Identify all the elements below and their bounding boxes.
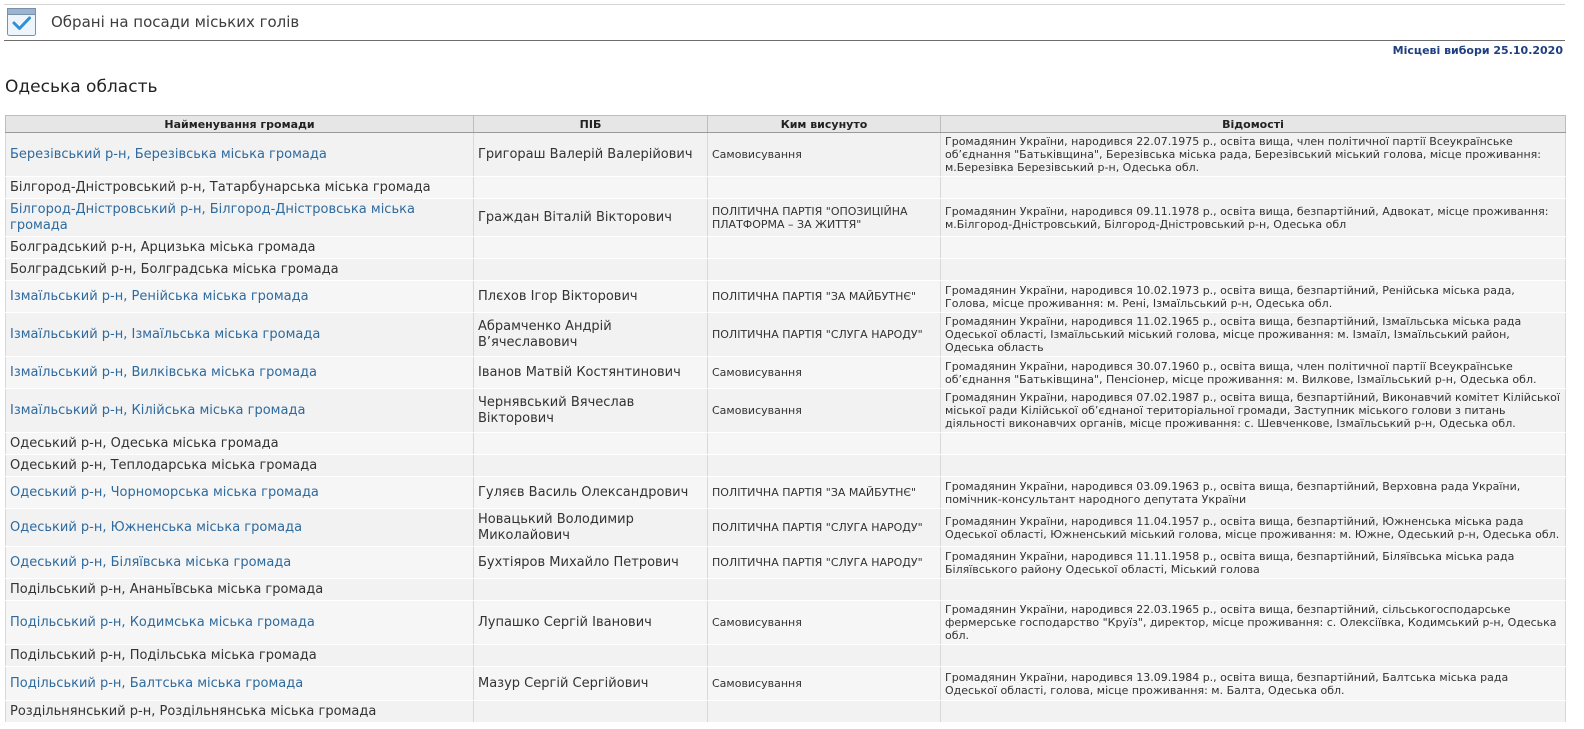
table-row bbox=[6, 389, 1566, 433]
candidate-name bbox=[474, 701, 708, 723]
candidate-details: Громадянин України, народився 13.09.1984 р., освіта вища, безпартійний, Балтська міська рада Одеської області, голова, місце проживання: м. Балта, Одеська обл. bbox=[941, 667, 1566, 701]
table-row bbox=[6, 313, 1566, 357]
nominated-by: ПОЛІТИЧНА ПАРТІЯ "ЗА МАЙБУТНЄ" bbox=[708, 281, 941, 313]
community-label: Одеський р-н, Одеська міська громада bbox=[10, 435, 279, 451]
table-row bbox=[6, 177, 1566, 199]
community-cell bbox=[6, 645, 474, 667]
table-row bbox=[6, 433, 1566, 455]
community-cell[interactable] bbox=[6, 601, 474, 645]
table-row bbox=[6, 455, 1566, 477]
community-link[interactable]: Ізмаїльський р-н, Ізмаїльська міська громада bbox=[10, 326, 321, 342]
community-link[interactable]: Ізмаїльський р-н, Вилківська міська громада bbox=[10, 364, 318, 380]
candidate-name: Новацький Володимир Миколайович bbox=[474, 509, 708, 547]
table-row bbox=[6, 645, 1566, 667]
candidate-name bbox=[474, 177, 708, 199]
column-header-details[interactable]: Відомості bbox=[941, 116, 1566, 133]
candidate-details bbox=[941, 259, 1566, 281]
candidate-details: Громадянин України, народився 09.11.1978 р., освіта вища, безпартійний, Адвокат, місце проживання: м.Білгород-Дністровський, Білгород-Дністровський р-н, Одеська обл bbox=[941, 199, 1566, 237]
table-row bbox=[6, 509, 1566, 547]
table-header-row bbox=[6, 116, 1566, 133]
candidate-details: Громадянин України, народився 22.07.1975 р., освіта вища, член політичної партії Всеукраїнське об’єднання "Батьківщина", Березівська міська рада, Березівський міський голова, місце проживання: м.Березівка Березівський р-н, Одеська обл. bbox=[941, 133, 1566, 177]
candidate-name bbox=[474, 455, 708, 477]
checkbox-calendar-icon bbox=[6, 6, 37, 37]
candidate-details bbox=[941, 645, 1566, 667]
candidate-name: Граждан Віталій Вікторович bbox=[474, 199, 708, 237]
community-link[interactable]: Подільський р-н, Балтська міська громада bbox=[10, 675, 304, 691]
community-cell[interactable] bbox=[6, 477, 474, 509]
community-label: Болградський р-н, Болградська міська громада bbox=[10, 261, 339, 277]
candidate-name: Мазур Сергій Сергійович bbox=[474, 667, 708, 701]
candidate-details: Громадянин України, народився 10.02.1973 р., освіта вища, безпартійний, Ренійська міська рада, Голова, місце проживання: м. Рені, Ізмаїльський р-н, Одеська обл. bbox=[941, 281, 1566, 313]
candidate-details: Громадянин України, народився 11.11.1958 р., освіта вища, безпартійний, Біляївська міська рада Біляївського району Одеської області, Міський голова bbox=[941, 547, 1566, 579]
table-row bbox=[6, 133, 1566, 177]
table-row bbox=[6, 547, 1566, 579]
table-row bbox=[6, 601, 1566, 645]
community-cell[interactable] bbox=[6, 281, 474, 313]
table-row bbox=[6, 259, 1566, 281]
nominated-by bbox=[708, 237, 941, 259]
candidate-name: Григораш Валерій Валерійович bbox=[474, 133, 708, 177]
nominated-by bbox=[708, 455, 941, 477]
nominated-by: Самовисування bbox=[708, 357, 941, 389]
page-header bbox=[4, 4, 1565, 41]
community-cell[interactable] bbox=[6, 199, 474, 237]
community-label: Подільський р-н, Ананьївська міська громада bbox=[10, 581, 324, 597]
candidate-name: Чернявський Вячеслав Вікторович bbox=[474, 389, 708, 433]
candidate-details: Громадянин України, народився 30.07.1960 р., освіта вища, член політичної партії Всеукраїнське об’єднання "Батьківщина", Пенсіонер, місце проживання: м. Вилкове, Ізмаїльський р-н, Одеська обл. bbox=[941, 357, 1566, 389]
region-title: Одеська область bbox=[5, 77, 158, 97]
table-row bbox=[6, 477, 1566, 509]
candidate-name bbox=[474, 645, 708, 667]
candidate-details: Громадянин України, народився 11.04.1957 р., освіта вища, безпартійний, Южненська міська рада Одеської області, Южненський міський голова, місце проживання: м. Южне, Одеський р-н, Одеська обл. bbox=[941, 509, 1566, 547]
community-label: Болградський р-н, Арцизька міська громада bbox=[10, 239, 316, 255]
candidate-details: Громадянин України, народився 07.02.1987 р., освіта вища, безпартійний, Виконавчий комітет Кілійської міської ради Кілійської об’єднаної територіальної громади, Заступник міського голови з питань діяльності виконавчих органів, місце проживання: с. Шевченкове, Ізмаїльський р-н, Одеська обл. bbox=[941, 389, 1566, 433]
community-cell[interactable] bbox=[6, 357, 474, 389]
table-row bbox=[6, 357, 1566, 389]
candidate-details bbox=[941, 701, 1566, 723]
nominated-by: ПОЛІТИЧНА ПАРТІЯ "СЛУГА НАРОДУ" bbox=[708, 547, 941, 579]
community-cell bbox=[6, 259, 474, 281]
candidate-details bbox=[941, 237, 1566, 259]
mayors-table bbox=[5, 115, 1566, 723]
nominated-by: ПОЛІТИЧНА ПАРТІЯ "СЛУГА НАРОДУ" bbox=[708, 313, 941, 357]
nominated-by: Самовисування bbox=[708, 389, 941, 433]
community-link[interactable]: Одеський р-н, Чорноморська міська громада bbox=[10, 484, 319, 500]
candidate-details bbox=[941, 177, 1566, 199]
nominated-by: Самовисування bbox=[708, 133, 941, 177]
candidate-name bbox=[474, 237, 708, 259]
community-label: Подільський р-н, Подільська міська громада bbox=[10, 647, 317, 663]
nominated-by: ПОЛІТИЧНА ПАРТІЯ "ОПОЗИЦІЙНА ПЛАТФОРМА – ЗА ЖИТТЯ" bbox=[708, 199, 941, 237]
community-cell[interactable] bbox=[6, 389, 474, 433]
community-cell[interactable] bbox=[6, 667, 474, 701]
candidate-name: Плєхов Ігор Вікторович bbox=[474, 281, 708, 313]
community-cell bbox=[6, 701, 474, 723]
candidate-details bbox=[941, 579, 1566, 601]
community-link[interactable]: Ізмаїльський р-н, Ренійська міська громада bbox=[10, 288, 309, 304]
column-header-name[interactable]: ПІБ bbox=[474, 116, 708, 133]
page-title: Обрані на посади міських голів bbox=[51, 13, 300, 31]
nominated-by bbox=[708, 579, 941, 601]
nominated-by: ПОЛІТИЧНА ПАРТІЯ "СЛУГА НАРОДУ" bbox=[708, 509, 941, 547]
community-label: Білгород-Дністровський р-н, Татарбунарська міська громада bbox=[10, 179, 431, 195]
community-link[interactable]: Білгород-Дністровський р-н, Білгород-Дністровська міська громада bbox=[10, 201, 415, 233]
community-cell[interactable] bbox=[6, 547, 474, 579]
table-row bbox=[6, 701, 1566, 723]
community-cell[interactable] bbox=[6, 313, 474, 357]
table-row bbox=[6, 237, 1566, 259]
candidate-details bbox=[941, 433, 1566, 455]
community-cell bbox=[6, 579, 474, 601]
nominated-by bbox=[708, 177, 941, 199]
community-link[interactable]: Березівський р-н, Березівська міська громада bbox=[10, 146, 327, 162]
community-cell bbox=[6, 433, 474, 455]
nominated-by: ПОЛІТИЧНА ПАРТІЯ "ЗА МАЙБУТНЄ" bbox=[708, 477, 941, 509]
community-label: Одеський р-н, Теплодарська міська громада bbox=[10, 457, 318, 473]
candidate-name: Бухтіяров Михайло Петрович bbox=[474, 547, 708, 579]
candidate-name bbox=[474, 433, 708, 455]
community-link[interactable]: Одеський р-н, Южненська міська громада bbox=[10, 519, 303, 535]
table-row bbox=[6, 199, 1566, 237]
nominated-by: Самовисування bbox=[708, 601, 941, 645]
nominated-by: Самовисування bbox=[708, 667, 941, 701]
candidate-name: Гуляєв Василь Олександрович bbox=[474, 477, 708, 509]
community-cell[interactable] bbox=[6, 509, 474, 547]
nominated-by bbox=[708, 433, 941, 455]
community-label: Роздільнянський р-н, Роздільнянська міська громада bbox=[10, 703, 377, 719]
community-link[interactable]: Одеський р-н, Біляївська міська громада bbox=[10, 554, 292, 570]
candidate-name: Лупашко Сергій Іванович bbox=[474, 601, 708, 645]
column-header-community[interactable]: Найменування громади bbox=[6, 116, 474, 133]
candidate-details bbox=[941, 455, 1566, 477]
table-row bbox=[6, 579, 1566, 601]
candidate-name bbox=[474, 259, 708, 281]
community-link[interactable]: Ізмаїльський р-н, Кілійська міська громада bbox=[10, 402, 306, 418]
candidate-name: Абрамченко Андрій В’ячеславович bbox=[474, 313, 708, 357]
table-row bbox=[6, 667, 1566, 701]
candidate-details: Громадянин України, народився 03.09.1963 р., освіта вища, безпартійний, Верховна рада України, помічник-консультант народного депутата України bbox=[941, 477, 1566, 509]
nominated-by bbox=[708, 645, 941, 667]
candidate-details: Громадянин України, народився 11.02.1965 р., освіта вища, безпартійний, Ізмаїльська міська рада Одеської області, Ізмаїльський міський голова, місце проживання: м. Ізмаїл, Ізмаїльський район, Одеська область bbox=[941, 313, 1566, 357]
column-header-nominated-by[interactable]: Ким висунуто bbox=[708, 116, 941, 133]
nominated-by bbox=[708, 259, 941, 281]
candidate-name bbox=[474, 579, 708, 601]
community-cell[interactable] bbox=[6, 133, 474, 177]
candidate-name: Іванов Матвій Костянтинович bbox=[474, 357, 708, 389]
community-cell bbox=[6, 177, 474, 199]
community-cell bbox=[6, 237, 474, 259]
community-cell bbox=[6, 455, 474, 477]
nominated-by bbox=[708, 701, 941, 723]
table-row bbox=[6, 281, 1566, 313]
election-label: Місцеві вибори 25.10.2020 bbox=[1392, 44, 1563, 57]
community-link[interactable]: Подільський р-н, Кодимська міська громада bbox=[10, 614, 315, 630]
candidate-details: Громадянин України, народився 22.03.1965 р., освіта вища, безпартійний, сільськогосподарське фермерське господарство "Круїз", директор, місце проживання: с. Олексіївка, Кодимський р-н, Одеська обл. bbox=[941, 601, 1566, 645]
